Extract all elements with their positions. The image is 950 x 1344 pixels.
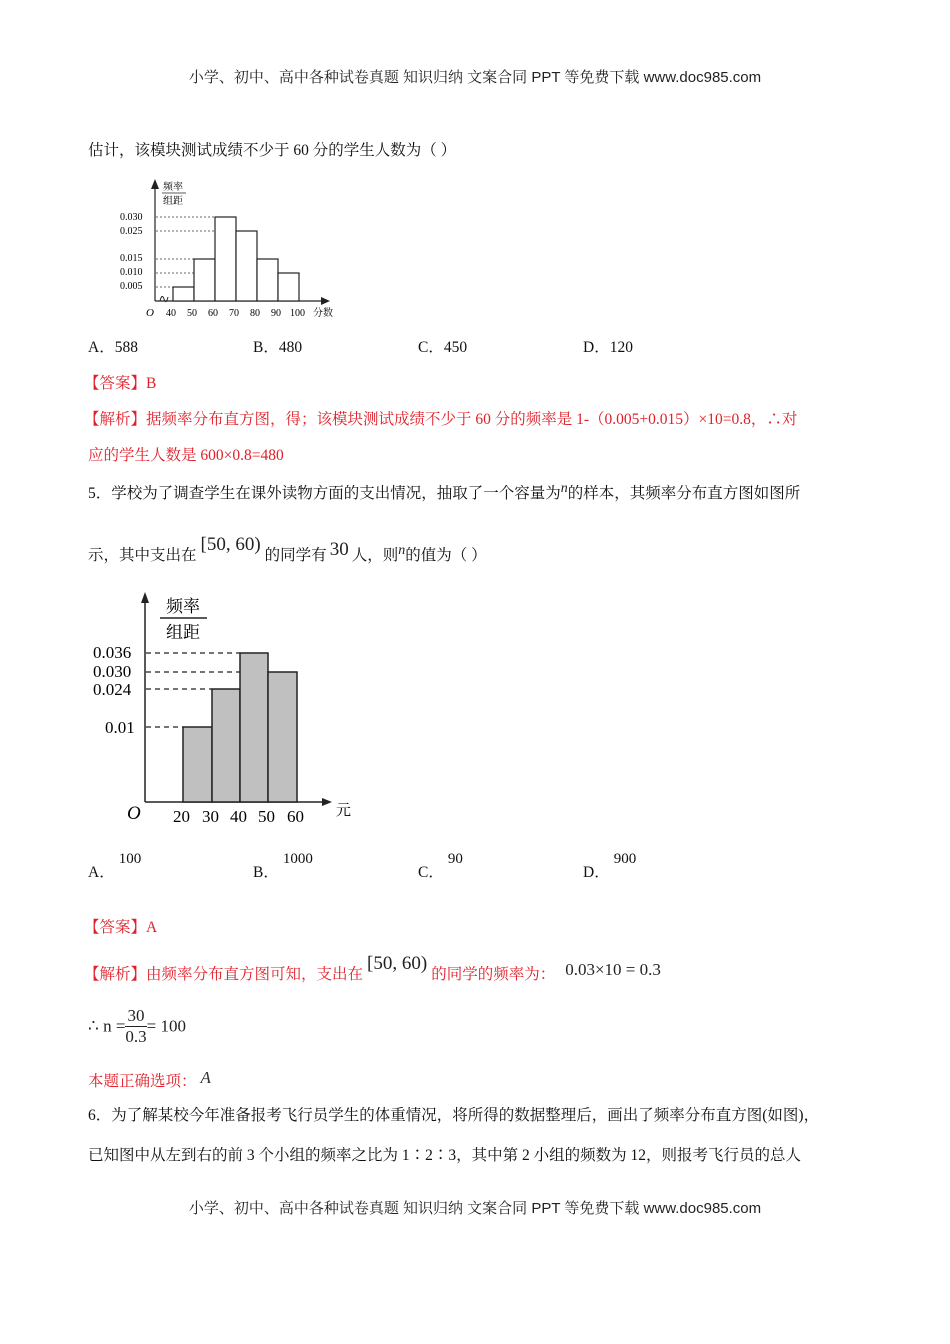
svg-text:0.01: 0.01 — [105, 718, 135, 737]
svg-text:0.015: 0.015 — [120, 253, 143, 264]
q4-option-d[interactable]: D．120 — [583, 339, 633, 356]
q5-answer: 【答案】A — [84, 919, 158, 936]
y-axis-arrow-icon — [141, 592, 149, 603]
y-label-bottom: 组距 — [163, 196, 183, 207]
q5-option-c[interactable]: C．90 — [418, 851, 463, 881]
q5-correct-option: 本题正确选项： A — [88, 1068, 211, 1090]
x-axis-arrow-icon — [322, 798, 332, 806]
bar-50-60 — [268, 672, 297, 802]
svg-text:90: 90 — [271, 308, 281, 319]
page-footer-banner: 小学、初中、高中各种试卷真题 知识归纳 文案合同 PPT 等免费下载 www.doc985.com — [188, 1200, 762, 1217]
svg-text:50: 50 — [187, 308, 197, 319]
svg-text:40: 40 — [230, 807, 247, 826]
y-label-top: 频率 — [166, 597, 200, 616]
bar-90-100 — [278, 273, 299, 301]
svg-text:40: 40 — [166, 308, 176, 319]
q5-stem-line1: 5．学校为了调查学生在课外读物方面的支出情况，抽取了一个容量为n的样本，其频率分布直方图如图所 — [88, 481, 801, 502]
svg-text:0.025: 0.025 — [120, 226, 143, 237]
svg-text:O: O — [146, 307, 154, 319]
q4-option-b[interactable]: B．480 — [253, 339, 303, 356]
svg-text:0.010: 0.010 — [120, 267, 143, 278]
bar-70-80 — [236, 231, 257, 301]
histogram-expenses — [80, 585, 370, 835]
q5-option-a[interactable]: A．100 — [88, 851, 142, 881]
q6-stem-line1: 6．为了解某校今年准备报考飞行员学生的体重情况，将所得的数据整理后，画出了频率分布直方图(如图)， — [88, 1107, 820, 1124]
bar-30-40 — [212, 689, 240, 802]
svg-text:0.036: 0.036 — [93, 643, 132, 662]
bar-40-50 — [173, 287, 194, 301]
histogram-scores — [110, 175, 360, 325]
q4-analysis-line2: 应的学生人数是 600×0.8=480 — [88, 447, 284, 464]
svg-text:80: 80 — [250, 308, 260, 319]
x-axis-label: 元 — [336, 803, 352, 819]
q5-analysis: 【解析】由频率分布直方图可知，支出在[50, 60)的同学的频率为： 0.03×10 = 0.3 — [84, 953, 661, 983]
q4-option-a[interactable]: A．588 — [88, 339, 138, 356]
svg-text:20: 20 — [173, 807, 190, 826]
y-label-bottom: 组距 — [166, 623, 200, 642]
q4-option-c[interactable]: C．450 — [418, 339, 468, 356]
q5-option-b[interactable]: B．1000 — [253, 851, 313, 881]
svg-text:0.030: 0.030 — [93, 662, 132, 681]
svg-text:30: 30 — [202, 807, 219, 826]
q5-fraction-equation: ∴ n = $\frac{30}{0.3}$ = 100 — [88, 1006, 186, 1046]
bar-50-60 — [194, 259, 215, 301]
q4-answer: 【答案】B — [84, 375, 157, 392]
svg-text:0.005: 0.005 — [120, 281, 143, 292]
x-axis-arrow-icon — [321, 297, 330, 305]
q4-stem: 估计，该模块测试成绩不少于 60 分的学生人数为（ ） — [88, 142, 457, 159]
q4-analysis-line1: 【解析】据频率分布直方图，得；该模块测试成绩不少于 60 分的频率是 1-（0.005+0.015）×10=0.8，∴对 — [84, 411, 798, 428]
x-axis-label: 分数 — [313, 308, 333, 319]
svg-text:60: 60 — [287, 807, 304, 826]
q5-stem-line2: 示，其中支出在[50, 60)的同学有 30 人，则n的值为（ ） — [88, 534, 487, 564]
svg-text:50: 50 — [258, 807, 275, 826]
svg-text:0.024: 0.024 — [93, 680, 132, 699]
q6-stem-line2: 已知图中从左到右的前 3 个小组的频率之比为 1∶2∶3，其中第 2 小组的频数为 12，则报考飞行员的总人 — [88, 1147, 802, 1164]
svg-text:70: 70 — [229, 308, 239, 319]
q5-option-d[interactable]: D．900 — [583, 851, 637, 881]
bar-80-90 — [257, 259, 278, 301]
svg-text:0.030: 0.030 — [120, 212, 143, 223]
svg-text:O: O — [127, 803, 141, 824]
svg-text:60: 60 — [208, 308, 218, 319]
bar-20-30 — [183, 727, 212, 802]
y-label-top: 频率 — [163, 182, 183, 193]
bar-40-50 — [240, 653, 268, 802]
page-header-banner: 小学、初中、高中各种试卷真题 知识归纳 文案合同 PPT 等免费下载 www.doc985.com — [188, 69, 762, 86]
y-axis-arrow-icon — [151, 179, 159, 189]
bar-60-70 — [215, 217, 236, 301]
svg-text:100: 100 — [290, 308, 305, 319]
